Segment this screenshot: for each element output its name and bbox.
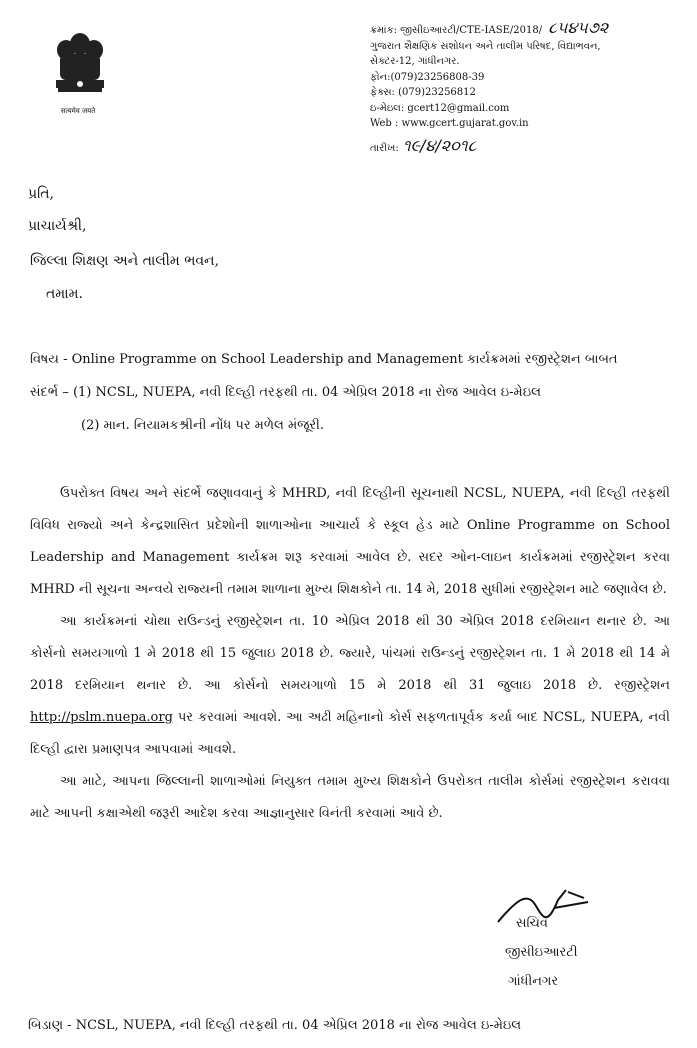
reference-label: ક્રમાંક: જીસીઇઆરટી/CTE-IASE/2018/ — [370, 25, 543, 36]
date — [370, 135, 690, 157]
signatory-city: ગાંધીનગર — [508, 974, 559, 989]
paragraph-2-part-a: આ કાર્યક્રમનાં ચોથા રાઉન્ડનું રજીસ્ટ્રેશન તા. 10 એપ્રિલ 2018 થી 30 એપ્રિલ 2018 દરમિયાન થનાર છે. આ કોર્સનો સમયગાળો 1 મે 2018 થી 15 જુલાઇ 2018 છે. જ્યારે, પાંચમાં રાઉન્ડનું રજીસ્ટ્રેશન તા. 1 મે 2018 થી 14 મે 2018 દરમિયાન થનાર છે. આ કોર્સનો સમયગાળો 15 મે 2018 થી 31 જુલાઇ 2018 છે. રજીસ્ટ્રેશન — [30, 614, 670, 693]
signatory-title: સચિવ — [516, 916, 548, 931]
address-institution: જિલ્લા શિક્ષણ અને તાલીમ ભવન, — [30, 253, 220, 269]
paragraph-3: આ માટે, આપના જિલ્લાની શાળાઓમાં નિયુક્ત તમામ મુખ્ય શિક્ષકોને ઉપરોક્ત તાલીમ કોર્સમાં રજીસ્ટ્રેશન કરાવવા માટે આપની કક્ષાએથી જરૂરી આદેશ કરવા આજ્ઞાનુસાર વિનંતી કરવામાં આવે છે. — [30, 774, 670, 821]
date-handwritten: ૧૯/૪/૨૦૧૮ — [402, 135, 477, 155]
paragraph-1: ઉપરોક્ત વિષય અને સંદર્ભે જણાવવાનું કે MHRD, નવી દિલ્હીની સૂચનાથી NCSL, NUEPA, નવી દિલ્હી તરફથી વિવિધ રાજ્યો અને કેન્દ્રશાસિત પ્રદેશોની શાળાઓના આચાર્ય કે સ્કૂલ હેડ માટે Online Programme on School Leadership and Management કાર્યક્રમ શરૂ કરવામાં આવેલ છે. સદર ઓન-લાઇન કાર્યક્રમમાં રજીસ્ટ્રેશન કરવા MHRD ની સૂચના અન્વયે રાજ્યની તમામ શાળાના મુખ્ય શિક્ષકોને તા. 14 મે, 2018 સુધીમાં રજીસ્ટ્રેશન માટે જણાવેલ છે. — [30, 486, 670, 597]
letter-header — [370, 20, 690, 156]
address-principal: પ્રાચાર્યશ્રી, — [28, 218, 87, 234]
website: Web : www.gcert.gujarat.gov.in — [370, 118, 529, 129]
reference-handwritten: ૮૫૪૫૭૨ — [548, 18, 609, 37]
subject-line: વિષય - Online Programme on School Leadership and Management કાર્યક્રમમાં રજીસ્ટ્રેશન બાબત — [30, 352, 618, 367]
email: ઇ-મેઇલ: gcert12@gmail.com — [370, 102, 510, 114]
signatory-org: જીસીઇઆરટી — [505, 945, 578, 960]
ashoka-lion-icon — [44, 30, 116, 110]
address-all: તમામ. — [46, 286, 83, 302]
date-label: તારીખ: — [370, 142, 399, 154]
paragraph-2-part-b: પર કરવામાં આવશે. આ અઢી મહિનાનો કોર્સ સફળતાપૂર્વક કર્યા બાદ NCSL, NUEPA, નવી દિલ્હી દ્વારા પ્રમાણપત્ર આપવામાં આવશે. — [30, 710, 670, 757]
address-to: પ્રતિ, — [28, 186, 54, 202]
org-line-2: સેક્ટર-12, ગાંધીનગર. — [370, 56, 460, 67]
org-line-1: ગુજરાત શૈક્ષણિક સંશોધન અને તાલીમ પરિષદ, વિદ્યાભવન, — [370, 40, 601, 52]
letter-body — [30, 478, 670, 830]
addressee — [28, 186, 220, 302]
reference-number — [370, 20, 690, 39]
fax: ફેક્સ: (079)23256812 — [370, 87, 476, 98]
emblem-motto: सत्यमेव जयते — [60, 107, 96, 115]
phone: ફોન:(079)23256808-39 — [370, 71, 485, 83]
enclosure: બિડાણ - NCSL, NUEPA, નવી દિલ્હી તરફથી તા. 04 એપ્રિલ 2018 ના રોજ આવેલ ઇ-મેઇલ — [28, 1018, 522, 1033]
reference-2: (2) માન. નિયામકશ્રીની નોંધ પર મળેલ મંજૂરી. — [81, 418, 325, 433]
registration-link[interactable]: http://pslm.nuepa.org — [30, 710, 173, 725]
reference-1: સંદર્ભ – (1) NCSL, NUEPA, નવી દિલ્હી તરફથી તા. 04 એપ્રિલ 2018 ના રોજ આવેલ ઇ-મેઇલ — [30, 385, 541, 400]
paragraph-2 — [30, 606, 670, 766]
